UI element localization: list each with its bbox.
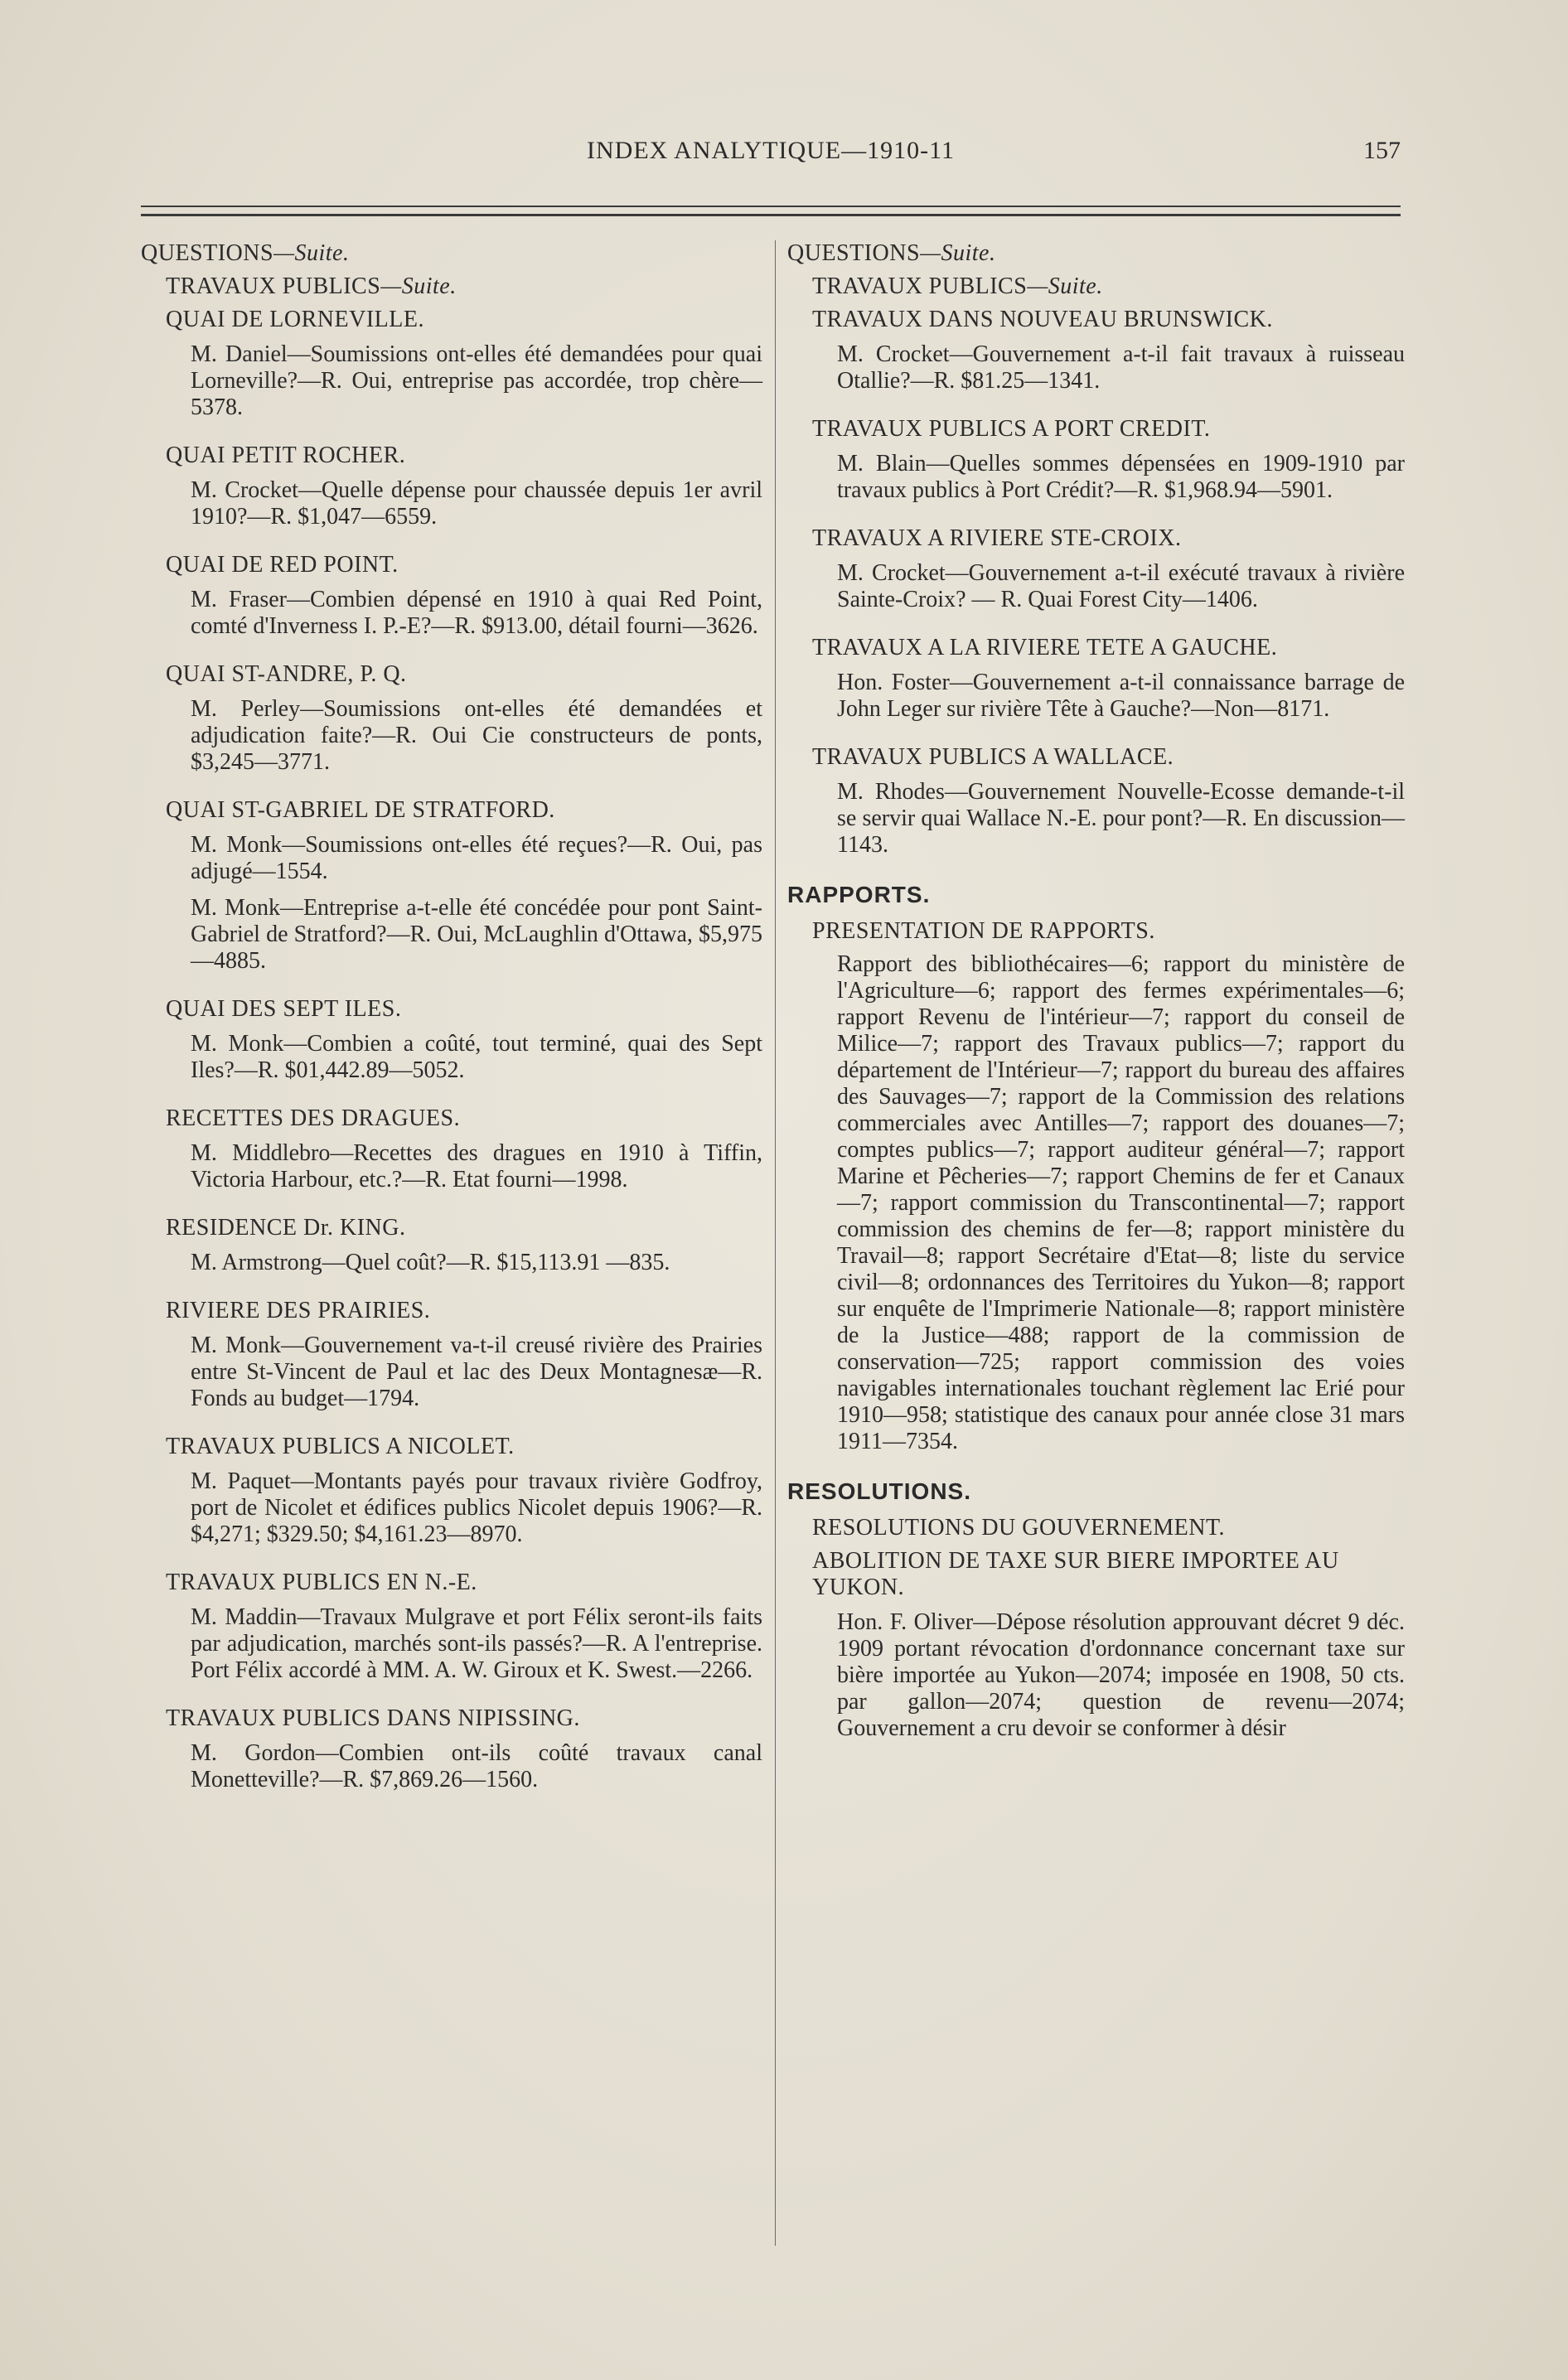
index-entry: M. Monk—Soumissions ont-elles été reçues?—R. Oui, pas adjugé—1554. [191, 832, 762, 884]
index-entry: M. Monk—Gouvernement va-t-il creusé rivière des Prairies entre St-Vincent de Paul et lac des Deux Montagnesæ—R. Fonds au budget—1794. [191, 1333, 762, 1411]
index-entry: M. Blain—Quelles sommes dépensées en 1909-1910 par travaux publics à Port Crédit?—R. $1,968.94—5901. [837, 451, 1405, 503]
index-entry: M. Rhodes—Gouvernement Nouvelle-Ecosse demande-t-il se servir quai Wallace N.-E. pour pont?—R. En discussion—1143. [837, 779, 1405, 858]
resolutions-subheading: RESOLUTIONS DU GOUVERNEMENT. [812, 1515, 1226, 1541]
index-entry: Hon. F. Oliver—Dépose résolution approuvant décret 9 déc. 1909 portant révocation d'ordonnance concernant taxe sur bière importée au Yukon—2074; imposée en 1908, 50 cts. par gallon—2074; question de revenu—2074; Gouvernement a cru devoir se conformer à désir [837, 1609, 1405, 1741]
left-sub-heading: TRAVAUX PUBLICS—Suite. [166, 273, 457, 299]
index-entry: M. Crocket—Quelle dépense pour chaussée depuis 1er avril 1910?—R. $1,047—6559. [191, 477, 762, 530]
right-sub-heading: TRAVAUX PUBLICS—Suite. [812, 273, 1103, 299]
index-entry: M. Monk—Entreprise a-t-elle été concédée pour pont Saint-Gabriel de Stratford?—R. Oui, McLaughlin d'Ottawa, $5,975—4885. [191, 895, 762, 974]
subject-heading: RIVIERE DES PRAIRIES. [166, 1298, 431, 1323]
index-entry: Rapport des bibliothécaires—6; rapport du ministère de l'Agriculture—6; rapport des fermes expérimentales—6; rapport Revenu de l'intérieur—7; rapport du conseil de Milice—7; rapport des Travaux publics—7; rapport du département de l'Intérieur—7; rapport du bureau des affaires des Sauvages—7; rapport de la Commission des relations commerciales avec Antilles—7; rapport des douanes—7; comptes publics—7; rapport auditeur général—7; rapport Marine et Pêcheries—7; rapport Chemins de fer et Canaux—7; rapport commission du Transcontinental—7; rapport commission des chemins de fer—8; rapport ministère du Travail—8; rapport Secrétaire d'Etat—8; liste du service civil—8; ordonnances des Territoires du Yukon—8; rapport sur enquête de l'Imprimerie Nationale—8; rapport ministère de la Justice—488; rapport de la commission de conservation—725; rapport commission des voies navigables internationales touchant règlement lac Erié pour 1910—958; statistique des canaux pour année close 31 mars 1911—7354. [837, 951, 1405, 1454]
subject-heading: TRAVAUX A RIVIERE STE-CROIX. [812, 525, 1182, 551]
index-entry: M. Fraser—Combien dépensé en 1910 à quai Red Point, comté d'Inverness I. P.-E?—R. $913.00, détail fourni—3626. [191, 587, 762, 639]
index-entry: M. Monk—Combien a coûté, tout terminé, quai des Sept Iles?—R. $01,442.89—5052. [191, 1031, 762, 1083]
index-entry: M. Armstrong—Quel coût?—R. $15,113.91 —835. [191, 1250, 670, 1275]
running-title: INDEX ANALYTIQUE—1910-11 [587, 137, 955, 164]
rapports-subheading: PRESENTATION DE RAPPORTS. [812, 918, 1155, 944]
subject-heading: ABOLITION DE TAXE SUR BIERE IMPORTEE AU YUKON. [812, 1548, 1339, 1600]
index-entry: Hon. Foster—Gouvernement a-t-il connaissance barrage de John Leger sur rivière Tête à Gauche?—Non—8171. [837, 670, 1405, 722]
index-entry: M. Maddin—Travaux Mulgrave et port Félix seront-ils faits par adjudication, marchés sont-ils passés?—R. A l'entreprise. Port Félix accordé à MM. A. W. Giroux et K. Swest.—2266. [191, 1604, 762, 1683]
right-column [787, 240, 1405, 2330]
index-entry: M. Gordon—Combien ont-ils coûté travaux canal Monetteville?—R. $7,869.26—1560. [191, 1740, 762, 1792]
section-heading-rapports: RAPPORTS. [787, 882, 931, 907]
subject-heading: RESIDENCE Dr. KING. [166, 1215, 406, 1241]
subject-heading: TRAVAUX PUBLICS EN N.-E. [166, 1570, 477, 1595]
subject-heading: TRAVAUX PUBLICS A PORT CREDIT. [812, 416, 1211, 442]
subject-heading: TRAVAUX A LA RIVIERE TETE A GAUCHE. [812, 635, 1278, 660]
subject-heading: TRAVAUX DANS NOUVEAU BRUNSWICK. [812, 307, 1273, 332]
subject-heading: TRAVAUX PUBLICS A WALLACE. [812, 744, 1174, 770]
header-rule-thin [141, 206, 1401, 207]
subject-heading: RECETTES DES DRAGUES. [166, 1105, 461, 1131]
subject-heading: QUAI DE RED POINT. [166, 552, 399, 578]
subject-heading: TRAVAUX PUBLICS A NICOLET. [166, 1434, 515, 1459]
index-entry: M. Perley—Soumissions ont-elles été demandées et adjudication faite?—R. Oui Cie constructeurs de ponts, $3,245—3771. [191, 696, 762, 775]
page-number: 157 [1363, 137, 1401, 164]
index-entry: M. Daniel—Soumissions ont-elles été demandées pour quai Lorneville?—R. Oui, entreprise pas accordée, trop chère—5378. [191, 341, 762, 420]
page-header [141, 137, 1401, 170]
subject-heading: QUAI DE LORNEVILLE. [166, 307, 424, 332]
subject-heading: QUAI PETIT ROCHER. [166, 443, 406, 468]
left-top-heading: QUESTIONS—Suite. [141, 240, 350, 266]
header-rule-thick [141, 214, 1401, 216]
index-entry: M. Middlebro—Recettes des dragues en 1910 à Tiffin, Victoria Harbour, etc.?—R. Etat fourni—1998. [191, 1140, 762, 1192]
column-divider [775, 240, 776, 2246]
left-column [141, 240, 762, 2330]
section-heading-resolutions: RESOLUTIONS. [787, 1478, 972, 1504]
subject-heading: QUAI DES SEPT ILES. [166, 996, 402, 1022]
subject-heading: TRAVAUX PUBLICS DANS NIPISSING. [166, 1705, 580, 1731]
subject-heading: QUAI ST-ANDRE, P. Q. [166, 661, 407, 687]
right-top-heading: QUESTIONS—Suite. [787, 240, 996, 266]
index-entry: M. Paquet—Montants payés pour travaux rivière Godfroy, port de Nicolet et édifices publics Nicolet depuis 1906?—R. $4,271; $329.50; $4,161.23—8970. [191, 1468, 762, 1547]
index-entry: M. Crocket—Gouvernement a-t-il fait travaux à ruisseau Otallie?—R. $81.25—1341. [837, 341, 1405, 394]
index-entry: M. Crocket—Gouvernement a-t-il exécuté travaux à rivière Sainte-Croix? — R. Quai Forest City—1406. [837, 560, 1405, 612]
subject-heading: QUAI ST-GABRIEL DE STRATFORD. [166, 797, 555, 823]
